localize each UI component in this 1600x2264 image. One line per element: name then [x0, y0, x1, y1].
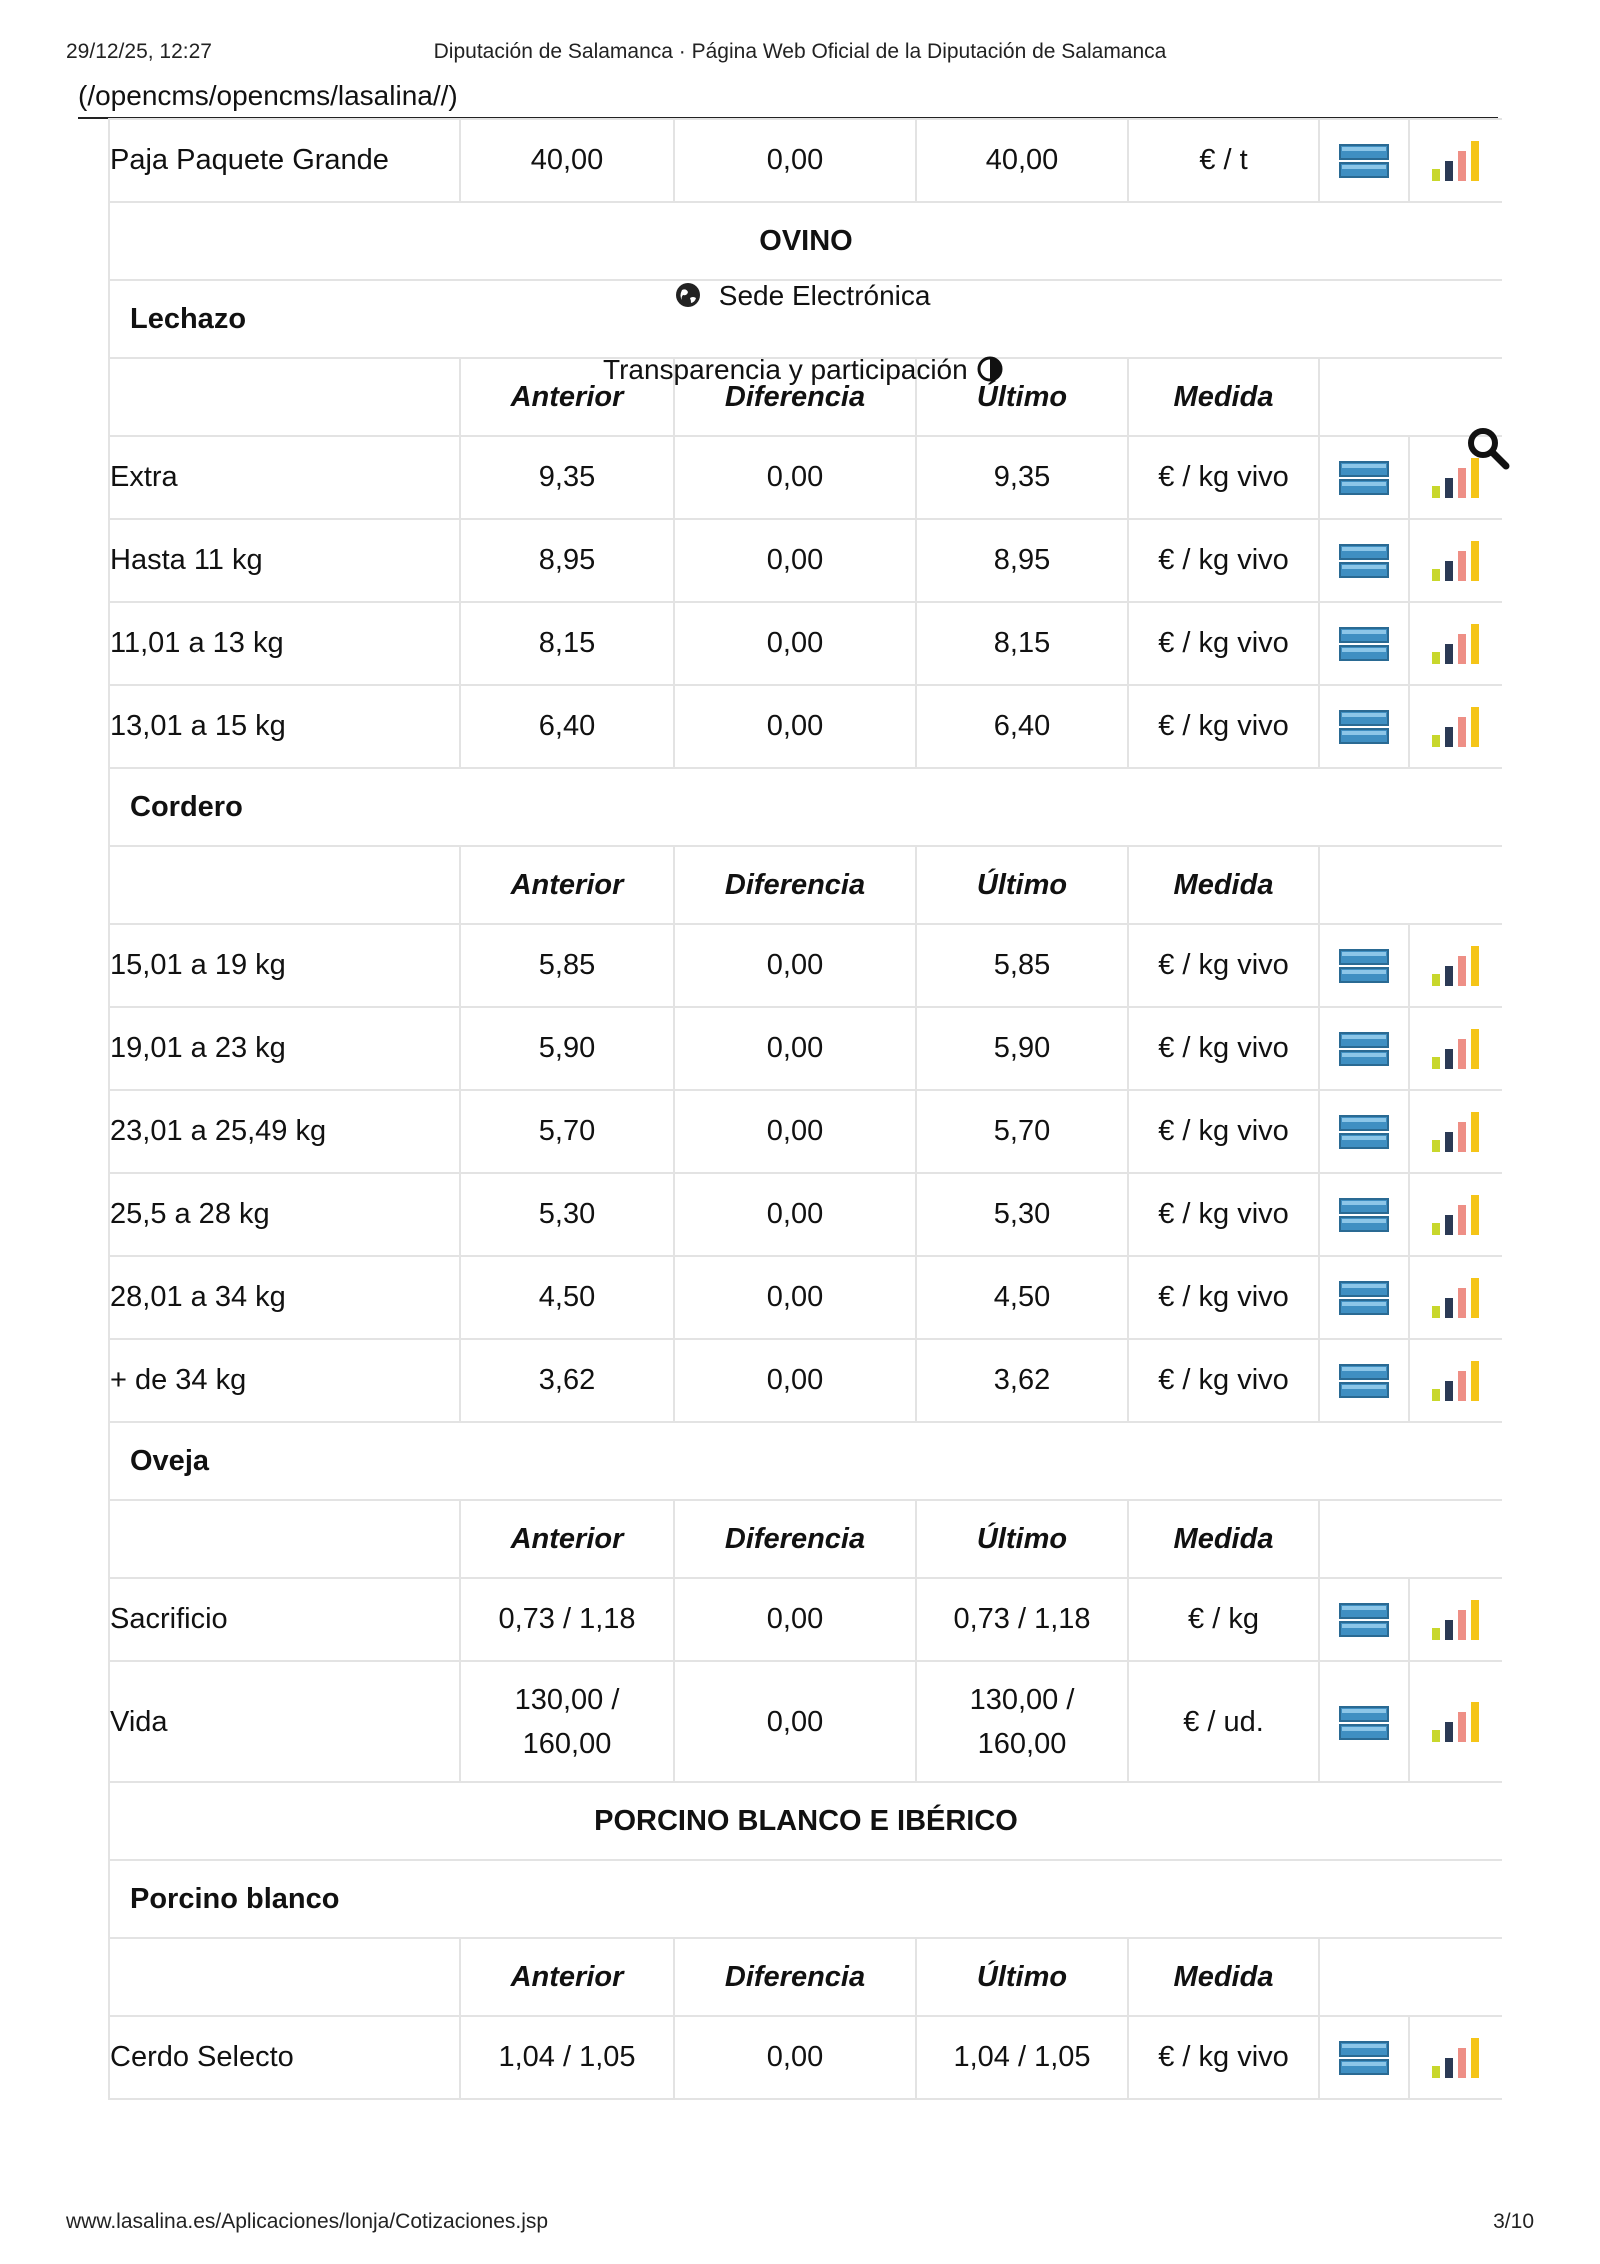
sede-label: Sede Electrónica — [718, 280, 931, 311]
bar-chart-icon[interactable] — [1429, 1598, 1483, 1642]
diferencia-value: 0,00 — [674, 1173, 916, 1256]
ultimo-value: 5,30 — [916, 1173, 1128, 1256]
chart-cell[interactable] — [1409, 1661, 1502, 1782]
footer-url: www.lasalina.es/Aplicaciones/lonja/Cotizaciones.jsp — [66, 2210, 549, 2233]
bar-chart-icon[interactable] — [1429, 944, 1483, 988]
table-view-cell[interactable] — [1319, 602, 1409, 685]
diferencia-value: 0,00 — [674, 2016, 916, 2099]
col-anterior: Anterior — [460, 1500, 674, 1578]
table-row — [109, 685, 1502, 768]
col-anterior: Anterior — [460, 846, 674, 924]
medida-value: € / kg vivo — [1128, 2016, 1319, 2099]
table-view-icon[interactable] — [1339, 710, 1389, 744]
table-row — [109, 519, 1502, 602]
contrast-icon[interactable] — [977, 356, 1003, 382]
medida-value: € / kg vivo — [1128, 1090, 1319, 1173]
table-view-icon[interactable] — [1339, 1281, 1389, 1315]
table-row — [109, 924, 1502, 1007]
anterior-value: 3,62 — [460, 1339, 674, 1422]
anterior-value: 0,73 / 1,18 — [460, 1578, 674, 1661]
table-view-icon[interactable] — [1339, 461, 1389, 495]
table-view-cell[interactable] — [1319, 1339, 1409, 1422]
product-name: Vida — [109, 1661, 460, 1782]
table-view-cell[interactable] — [1319, 1090, 1409, 1173]
chart-cell[interactable] — [1409, 119, 1502, 202]
bar-chart-icon[interactable] — [1429, 705, 1483, 749]
print-date: 29/12/25, 12:27 — [66, 40, 212, 63]
bar-chart-icon[interactable] — [1429, 1700, 1483, 1744]
medida-value: € / kg vivo — [1128, 602, 1319, 685]
medida-value: € / t — [1128, 119, 1319, 202]
diferencia-value: 0,00 — [674, 1007, 916, 1090]
table-view-icon[interactable] — [1339, 1364, 1389, 1398]
group-header — [109, 1422, 1502, 1500]
col-ultimo: Último — [916, 1938, 1128, 2016]
chart-cell[interactable] — [1409, 2016, 1502, 2099]
prices-table — [108, 118, 1502, 2100]
medida-value: € / kg vivo — [1128, 1173, 1319, 1256]
product-name: Paja Paquete Grande — [109, 119, 460, 202]
search-icon[interactable] — [1466, 426, 1510, 470]
col-medida: Medida — [1128, 846, 1319, 924]
product-name: 28,01 a 34 kg — [109, 1256, 460, 1339]
bar-chart-icon[interactable] — [1429, 1193, 1483, 1237]
ultimo-value: 9,35 — [916, 436, 1128, 519]
bar-chart-icon[interactable] — [1429, 1276, 1483, 1320]
anterior-value: 1,04 / 1,05 — [460, 2016, 674, 2099]
anterior-value: 5,70 — [460, 1090, 674, 1173]
ultimo-value: 8,95 — [916, 519, 1128, 602]
anterior-value — [460, 1661, 674, 1782]
anterior-value: 9,35 — [460, 436, 674, 519]
table-row — [109, 1173, 1502, 1256]
table-row — [109, 602, 1502, 685]
medida-value: € / kg vivo — [1128, 519, 1319, 602]
chart-cell[interactable] — [1409, 519, 1502, 602]
product-name: Sacrificio — [109, 1578, 460, 1661]
group-title: Oveja — [109, 1422, 1502, 1500]
ultimo-value — [916, 1661, 1128, 1782]
chart-cell[interactable] — [1409, 1090, 1502, 1173]
transparencia-link[interactable] — [603, 354, 1003, 386]
product-name: + de 34 kg — [109, 1339, 460, 1422]
group-header — [109, 768, 1502, 846]
diferencia-value: 0,00 — [674, 1090, 916, 1173]
anterior-line-2: 160,00 — [522, 1727, 612, 1760]
col-anterior: Anterior — [460, 358, 674, 436]
group-header — [109, 1860, 1502, 1938]
col-diferencia: Diferencia — [674, 358, 916, 436]
table-view-cell[interactable] — [1319, 924, 1409, 1007]
product-name: 25,5 a 28 kg — [109, 1173, 460, 1256]
product-name: Hasta 11 kg — [109, 519, 460, 602]
ultimo-value: 4,50 — [916, 1256, 1128, 1339]
table-view-cell[interactable] — [1319, 1007, 1409, 1090]
anterior-value: 5,90 — [460, 1007, 674, 1090]
col-medida: Medida — [1128, 1938, 1319, 2016]
ultimo-line-1: 130,00 / — [969, 1683, 1075, 1716]
ultimo-value: 5,90 — [916, 1007, 1128, 1090]
anterior-value: 5,85 — [460, 924, 674, 1007]
col-ultimo: Último — [916, 846, 1128, 924]
table-row — [109, 1007, 1502, 1090]
product-name: 15,01 a 19 kg — [109, 924, 460, 1007]
ultimo-value: 6,40 — [916, 685, 1128, 768]
group-title: Porcino blanco — [109, 1860, 1502, 1938]
group-title: Lechazo — [109, 280, 1502, 358]
table-view-cell[interactable] — [1319, 519, 1409, 602]
anterior-value: 6,40 — [460, 685, 674, 768]
diferencia-value: 0,00 — [674, 1256, 916, 1339]
table-view-icon[interactable] — [1339, 144, 1389, 178]
product-name: 11,01 a 13 kg — [109, 602, 460, 685]
chart-cell[interactable] — [1409, 1173, 1502, 1256]
sede-electronica-link[interactable] — [675, 280, 930, 312]
section-title: PORCINO BLANCO E IBÉRICO — [109, 1782, 1502, 1860]
diferencia-value: 0,00 — [674, 685, 916, 768]
table-view-cell[interactable] — [1319, 685, 1409, 768]
table-view-cell[interactable] — [1319, 1173, 1409, 1256]
medida-value: € / ud. — [1128, 1661, 1319, 1782]
table-view-icon[interactable] — [1339, 1603, 1389, 1637]
chart-cell[interactable] — [1409, 1339, 1502, 1422]
medida-value: € / kg — [1128, 1578, 1319, 1661]
chart-cell[interactable] — [1409, 924, 1502, 1007]
anterior-value: 5,30 — [460, 1173, 674, 1256]
diferencia-value: 0,00 — [674, 1661, 916, 1782]
table-view-cell[interactable] — [1319, 436, 1409, 519]
table-row — [109, 436, 1502, 519]
medida-value: € / kg vivo — [1128, 685, 1319, 768]
diferencia-value: 0,00 — [674, 519, 916, 602]
table-view-cell[interactable] — [1319, 119, 1409, 202]
ultimo-value: 3,62 — [916, 1339, 1128, 1422]
anterior-value: 8,15 — [460, 602, 674, 685]
col-medida: Medida — [1128, 1500, 1319, 1578]
medida-value: € / kg vivo — [1128, 1007, 1319, 1090]
table-row — [109, 1090, 1502, 1173]
diferencia-value: 0,00 — [674, 924, 916, 1007]
diferencia-value: 0,00 — [674, 1578, 916, 1661]
print-header — [66, 40, 1534, 70]
print-page-title: Diputación de Salamanca · Página Web Oficial de la Diputación de Salamanca — [433, 40, 1167, 63]
table-view-icon[interactable] — [1339, 2041, 1389, 2075]
prices-table-container — [108, 118, 1502, 2148]
medida-value: € / kg vivo — [1128, 924, 1319, 1007]
bar-chart-icon[interactable] — [1429, 1359, 1483, 1403]
column-header-row — [109, 1500, 1502, 1578]
table-view-icon[interactable] — [1339, 544, 1389, 578]
ultimo-value: 5,70 — [916, 1090, 1128, 1173]
col-diferencia: Diferencia — [674, 846, 916, 924]
chart-cell[interactable] — [1409, 1578, 1502, 1661]
table-view-icon[interactable] — [1339, 1032, 1389, 1066]
diferencia-value: 0,00 — [674, 436, 916, 519]
home-link[interactable]: (/opencms/opencms/lasalina//) — [78, 80, 458, 111]
table-view-icon[interactable] — [1339, 949, 1389, 983]
chart-cell[interactable] — [1409, 685, 1502, 768]
bar-chart-icon[interactable] — [1429, 1027, 1483, 1071]
bar-chart-icon[interactable] — [1429, 539, 1483, 583]
section-header — [109, 202, 1502, 280]
transparencia-label: Transparencia y participación — [603, 354, 968, 385]
bar-chart-icon[interactable] — [1429, 139, 1483, 183]
diferencia-value: 0,00 — [674, 119, 916, 202]
column-header-row — [109, 846, 1502, 924]
table-view-cell[interactable] — [1319, 1256, 1409, 1339]
anterior-value: 8,95 — [460, 519, 674, 602]
ultimo-value: 40,00 — [916, 119, 1128, 202]
table-view-cell[interactable] — [1319, 2016, 1409, 2099]
product-name: 19,01 a 23 kg — [109, 1007, 460, 1090]
anterior-line-1: 130,00 / — [514, 1683, 620, 1716]
product-name: Cerdo Selecto — [109, 2016, 460, 2099]
bar-chart-icon[interactable] — [1429, 2036, 1483, 2080]
page-number: 3/10 — [1493, 2210, 1534, 2233]
chart-cell[interactable] — [1409, 602, 1502, 685]
ultimo-value: 5,85 — [916, 924, 1128, 1007]
table-row — [109, 1578, 1502, 1661]
section-title: OVINO — [109, 202, 1502, 280]
table-view-icon[interactable] — [1339, 627, 1389, 661]
product-name: 23,01 a 25,49 kg — [109, 1090, 460, 1173]
ultimo-value: 8,15 — [916, 602, 1128, 685]
table-row — [109, 1256, 1502, 1339]
chart-cell[interactable] — [1409, 1007, 1502, 1090]
table-row — [109, 2016, 1502, 2099]
table-view-icon[interactable] — [1339, 1706, 1389, 1740]
table-view-cell[interactable] — [1319, 1578, 1409, 1661]
ultimo-line-2: 160,00 — [977, 1727, 1067, 1760]
table-row — [109, 119, 1502, 202]
col-diferencia: Diferencia — [674, 1938, 916, 2016]
medida-value: € / kg vivo — [1128, 1256, 1319, 1339]
product-name: Extra — [109, 436, 460, 519]
product-name: 13,01 a 15 kg — [109, 685, 460, 768]
table-row — [109, 1339, 1502, 1422]
col-ultimo: Último — [916, 1500, 1128, 1578]
section-header — [109, 1782, 1502, 1860]
anterior-value: 40,00 — [460, 119, 674, 202]
column-header-row — [109, 1938, 1502, 2016]
group-title: Cordero — [109, 768, 1502, 846]
globe-icon — [675, 282, 701, 308]
medida-value: € / kg vivo — [1128, 1339, 1319, 1422]
ultimo-value: 1,04 / 1,05 — [916, 2016, 1128, 2099]
col-medida: Medida — [1128, 358, 1319, 436]
diferencia-value: 0,00 — [674, 602, 916, 685]
table-view-cell[interactable] — [1319, 1661, 1409, 1782]
table-row — [109, 1661, 1502, 1782]
bar-chart-icon[interactable] — [1429, 622, 1483, 666]
col-diferencia: Diferencia — [674, 1500, 916, 1578]
col-anterior: Anterior — [460, 1938, 674, 2016]
medida-value: € / kg vivo — [1128, 436, 1319, 519]
anterior-value: 4,50 — [460, 1256, 674, 1339]
table-view-icon[interactable] — [1339, 1115, 1389, 1149]
chart-cell[interactable] — [1409, 1256, 1502, 1339]
col-ultimo: Último — [916, 358, 1128, 436]
diferencia-value: 0,00 — [674, 1339, 916, 1422]
bar-chart-icon[interactable] — [1429, 1110, 1483, 1154]
table-view-icon[interactable] — [1339, 1198, 1389, 1232]
ultimo-value: 0,73 / 1,18 — [916, 1578, 1128, 1661]
